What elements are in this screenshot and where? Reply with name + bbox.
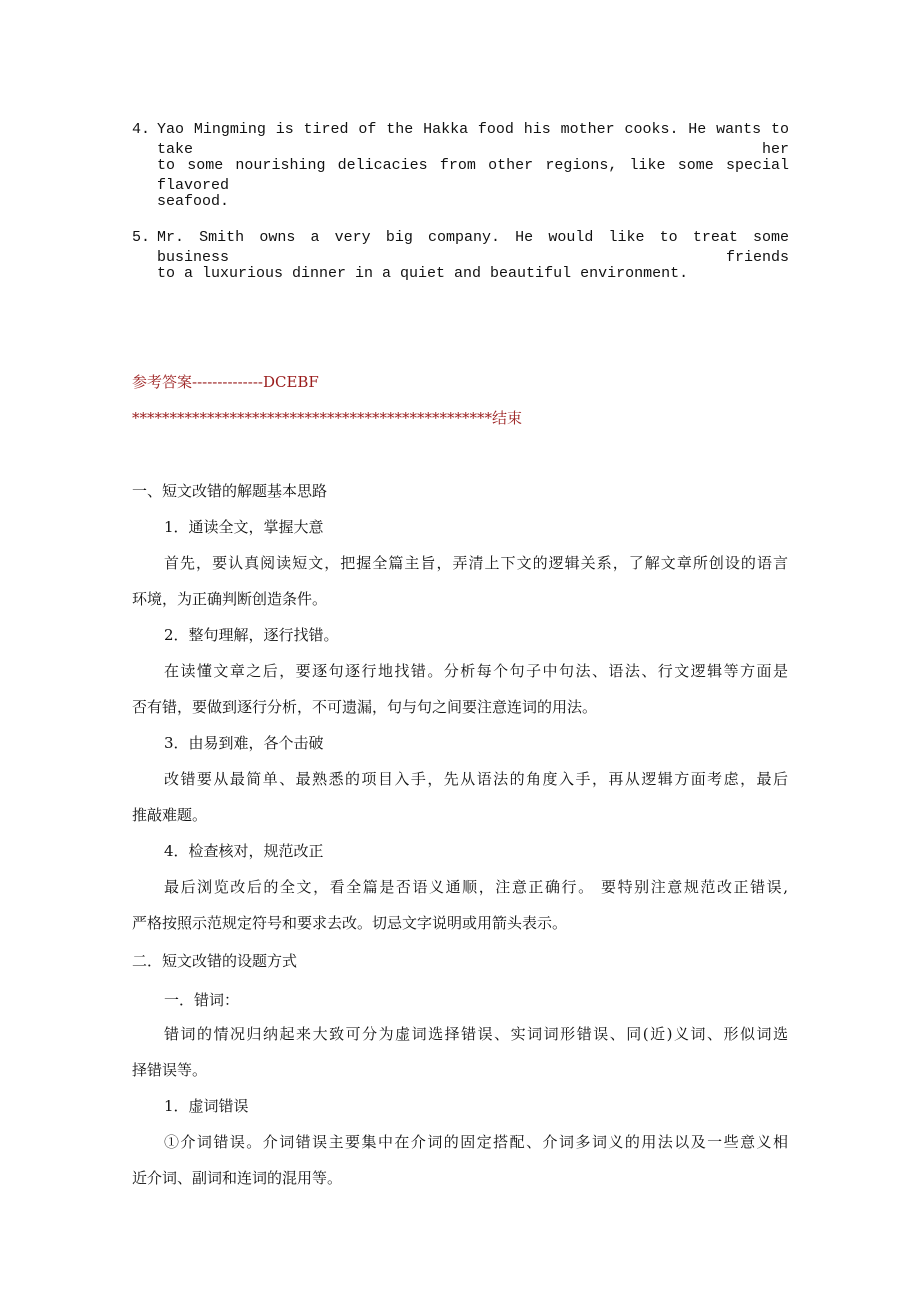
- answer-key: 参考答案--------------DCEBF: [132, 373, 319, 391]
- item-text: to a luxurious dinner in a quiet and beautiful environment.: [157, 265, 689, 282]
- paragraph: 改错要从最简单、最熟悉的项目入手，先从语法的角度入手，再从逻辑方面考虑，最后: [164, 770, 788, 788]
- item-text: Mr. Smith owns a very big company. He would like to treat some business friends: [157, 229, 789, 266]
- paragraph: ①介词错误。介词错误主要集中在介词的固定搭配、介词多词义的用法以及一些意义相: [164, 1133, 788, 1151]
- paragraph: 近介词、副词和连词的混用等。: [132, 1169, 343, 1187]
- paragraph: 严格按照示范规定符号和要求去改。切忌文字说明或用箭头表示。: [132, 914, 568, 932]
- end-marker: ************************************************结束: [132, 409, 523, 427]
- item-text: seafood.: [157, 193, 230, 210]
- section-heading: 一、短文改错的解题基本思路: [132, 482, 328, 500]
- subheading: 2．整句理解，逐行找错。: [164, 626, 339, 644]
- paragraph: 最后浏览改后的全文，看全篇是否语义通顺，注意正确行。 要特别注意规范改正错误,: [164, 878, 788, 896]
- paragraph: 否有错，要做到逐行分析，不可遗漏，句与句之间要注意连词的用法。: [132, 698, 598, 716]
- paragraph: 择错误等。: [132, 1061, 208, 1079]
- paragraph: 环境，为正确判断创造条件。: [132, 590, 328, 608]
- paragraph: 推敲难题。: [132, 806, 208, 824]
- subheading: 3．由易到难，各个击破: [164, 734, 324, 752]
- section-heading: 二．短文改错的设题方式: [132, 952, 298, 970]
- subheading: 4．检查核对，规范改正: [164, 842, 324, 860]
- subheading: 1．通读全文，掌握大意: [164, 518, 324, 536]
- paragraph: 在读懂文章之后，要逐句逐行地找错。分析每个句子中句法、语法、行文逻辑等方面是: [164, 662, 788, 680]
- subheading: 1．虚词错误: [164, 1097, 249, 1115]
- paragraph: 首先，要认真阅读短文，把握全篇主旨，弄清上下文的逻辑关系，了解文章所创设的语言: [164, 554, 788, 572]
- item-number: 4.: [132, 121, 151, 138]
- subheading: 一．错词：: [164, 991, 240, 1009]
- paragraph: 错词的情况归纳起来大致可分为虚词选择错误、实词词形错误、同(近)义词、形似词选: [164, 1025, 788, 1043]
- item-text: Yao Mingming is tired of the Hakka food his mother cooks. He wants to take her: [157, 121, 789, 158]
- item-text: to some nourishing delicacies from other regions, like some special flavored: [157, 157, 789, 194]
- item-number: 5.: [132, 229, 151, 246]
